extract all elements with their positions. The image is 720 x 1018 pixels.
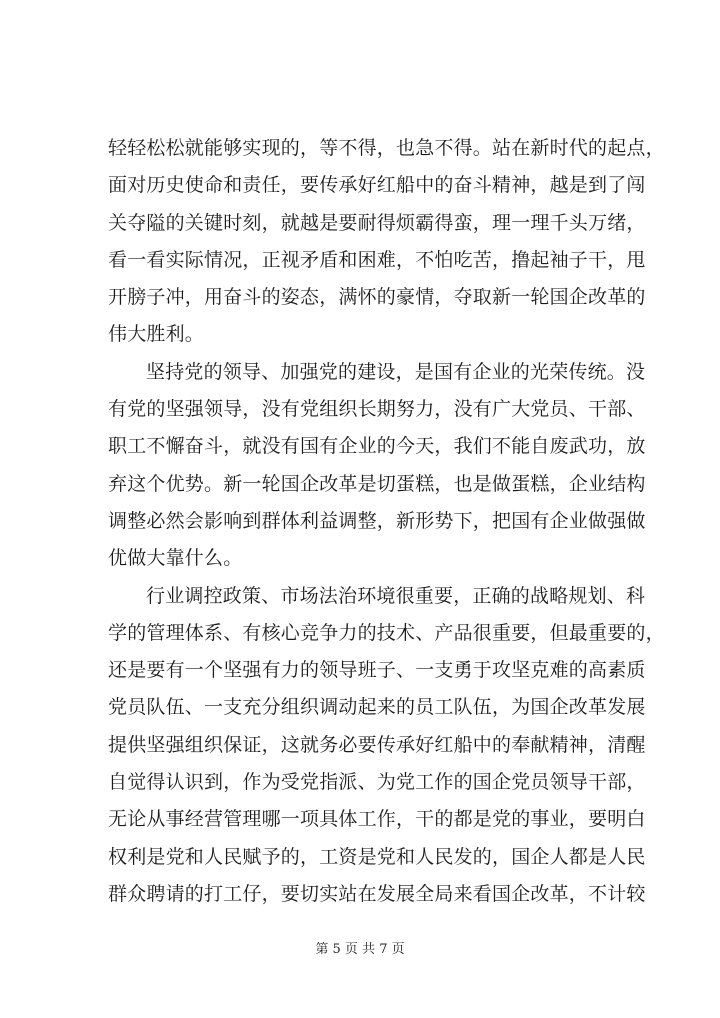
text-line: 权利是党和人民赋予的，工资是党和人民发的，国企人都是人民 (108, 845, 646, 868)
text-line: 面对历史使命和责任，要传承好红船中的奋斗精神，越是到了闯 (108, 174, 646, 197)
text-line: 学的管理体系、有核心竞争力的技术、产品很重要，但最重要的， (108, 621, 665, 644)
text-line: 调整必然会影响到群体利益调整，新形势下，把国有企业做强做 (108, 509, 646, 532)
text-line: 还是要有一个坚强有力的领导班子、一支勇于攻坚克难的高素质 (108, 659, 646, 682)
paragraph-start-line: 坚持党的领导、加强党的建设，是国有企业的光荣传统。没 (146, 360, 646, 383)
page-footer: 第 5 页 共 7 页 (315, 942, 405, 957)
text-line: 党员队伍、一支充分组织调动起来的员工队伍，为国企改革发展 (108, 696, 646, 719)
text-line: 自觉得认识到，作为受党指派、为党工作的国企党员领导干部， (108, 771, 646, 794)
text-line: 弃这个优势。新一轮国企改革是切蛋糕，也是做蛋糕，企业结构 (108, 472, 646, 495)
text-line: 伟大胜利。 (108, 323, 205, 346)
text-line: 无论从事经营管理哪一项具体工作，干的都是党的事业，要明白 (108, 808, 646, 831)
paragraph-start-line: 行业调控政策、市场法治环境很重要，正确的战略规划、科 (146, 584, 646, 607)
text-line: 关夺隘的关键时刻，就越是要耐得烦霸得蛮，理一理千头万绪， (108, 211, 646, 234)
document-body (108, 130, 665, 913)
text-line: 轻轻松松就能够实现的，等不得，也急不得。站在新时代的起点， (108, 137, 665, 159)
text-line: 优做大靠什么。 (108, 547, 243, 570)
text-line: 群众聘请的打工仔，要切实站在发展全局来看国企改革，不计较 (108, 882, 646, 905)
text-line: 看一看实际情况，正视矛盾和困难，不怕吃苦，撸起袖子干，甩 (108, 248, 646, 271)
text-line: 开膀子冲，用奋斗的姿态，满怀的豪情，夺取新一轮国企改革的 (108, 286, 646, 309)
text-line: 职工不懈奋斗，就没有国有企业的今天，我们不能自废武功，放 (108, 435, 646, 458)
text-line: 提供坚强组织保证，这就务必要传承好红船中的奉献精神，清醒 (108, 733, 646, 756)
text-line: 有党的坚强领导，没有党组织长期努力，没有广大党员、干部、 (108, 398, 646, 421)
